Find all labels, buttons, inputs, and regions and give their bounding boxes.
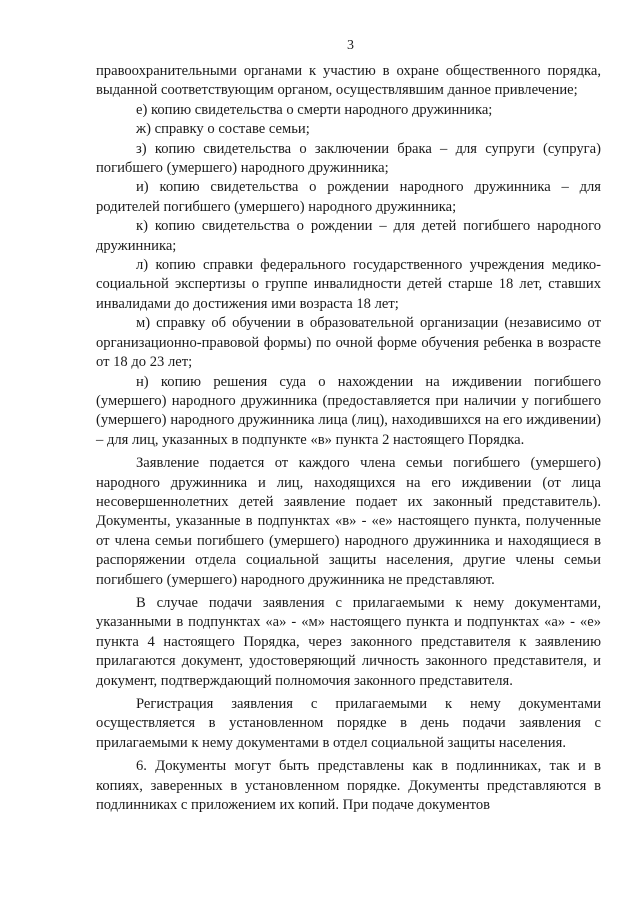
paragraph-item-z: з) копию свидетельства о заключении брака – для супруги (супруга) погибшего (умершего) народного дружинника; — [96, 140, 601, 177]
paragraph-item-i: и) копию свидетельства о рождении народного дружинника – для родителей погибшего (умершего) народного дружинника; — [96, 179, 601, 215]
paragraph-item-m: м) справку об обучении в образовательной организации (независимо от организационно-правовой формы) по очной форме обучения ребенка в возрасте от 18 до 23 лет; — [96, 315, 601, 371]
paragraph-application: Заявление подается от каждого члена семьи погибшего (умершего) народного дружинника и лиц, находящихся на его иждивении (от лица несовершеннолетних детей заявление подает их законный представитель). Документы, указанные в подпунктах «в» - «е» настоящего пункта, полученные от члена семьи погибшего (умершего) народного дружинника и находящиеся в распоряжении отдела социальной защиты населения, другие члены семьи погибшего (умершего) народного дружинника не представляют. — [96, 455, 601, 588]
paragraph-item-l: л) копию справки федерального государственного учреждения медико-социальной экспертизы о группе инвалидности детей старше 18 лет, ставших инвалидами до достижения ими возраста 18 лет; — [96, 257, 601, 312]
paragraph-item-e: е) копию свидетельства о смерти народного дружинника; — [136, 101, 493, 118]
document-body — [96, 62, 601, 815]
paragraph-registration: Регистрация заявления с прилагаемыми к нему документами осуществляется в установленном порядке в день подачи заявления с прилагаемыми к нему документами в отдел социальной защиты населения. — [96, 696, 601, 751]
page-number: 3 — [347, 38, 354, 53]
paragraph-representative: В случае подачи заявления с прилагаемыми к нему документами, указанными в подпунктах «а» - «м» настоящего пункта и подпунктах «а» - «е» пункта 4 настоящего Порядка, через законного представителя к заявлению прилагаются документ, удостоверяющий личность законного представителя, и документ, подтверждающий полномочия законного представителя. — [96, 594, 601, 689]
paragraph-item-6: 6. Документы могут быть представлены как в подлинниках, так и в копиях, заверенных в установленном порядке. Документы представляются в подлинниках с приложением их копий. При подаче документов — [96, 758, 601, 814]
paragraph-continuation: правоохранительными органами к участию в охране общественного порядка, выданной соответствующим органом, осуществлявшим данное привлечение; — [96, 63, 601, 99]
paragraph-item-n: н) копию решения суда о нахождении на иждивении погибшего (умершего) народного дружинника (предоставляется при наличии у погибшего (умершего) народного дружинника лица (лиц), находившихся на его иждивении) – для лиц, указанных в подпункте «в» пункта 2 настоящего Порядка. — [96, 373, 601, 448]
paragraph-item-zh: ж) справку о составе семьи; — [136, 121, 310, 138]
document-page — [96, 36, 601, 815]
paragraph-item-k: к) копию свидетельства о рождении – для детей погибшего народного дружинника; — [96, 218, 601, 254]
